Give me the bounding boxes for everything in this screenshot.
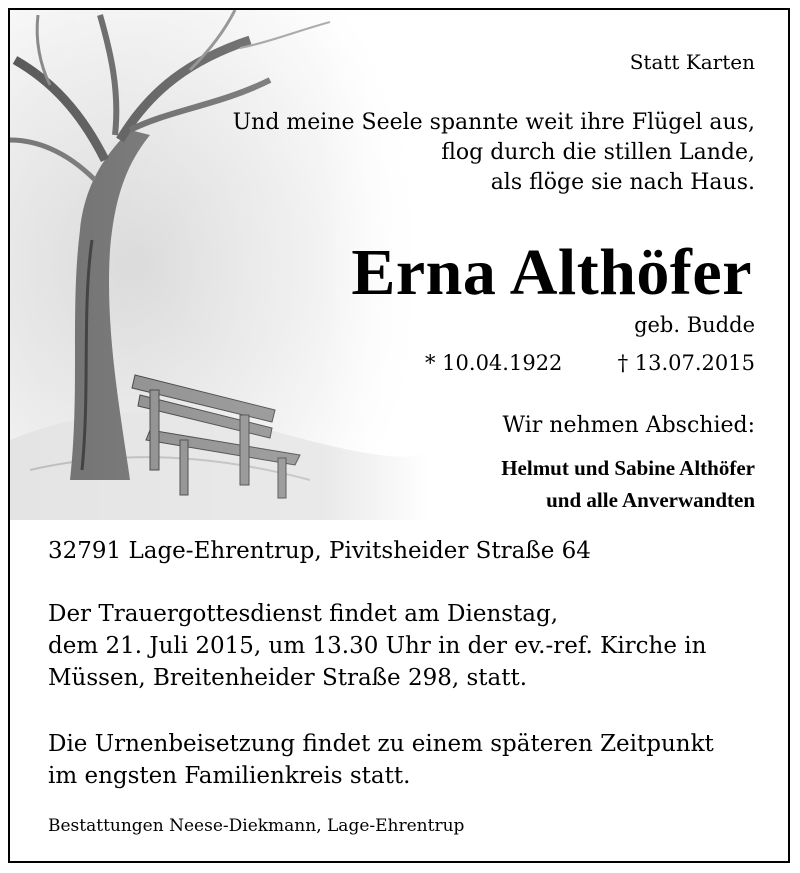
death-date: † 13.07.2015 xyxy=(617,351,755,375)
poem-line: als flöge sie nach Haus. xyxy=(490,170,755,195)
urn-line: im engsten Familienkreis statt. xyxy=(48,763,411,789)
mourner-line: Helmut und Sabine Althöfer xyxy=(501,456,755,480)
funeral-home: Bestattungen Neese-Diekmann, Lage-Ehrentrup xyxy=(48,816,465,836)
poem-line: Und meine Seele spannte weit ihre Flügel aus, xyxy=(232,110,755,135)
service-line: Der Trauergottesdienst findet am Dienstag, xyxy=(48,601,559,627)
poem-line: flog durch die stillen Lande, xyxy=(441,140,755,165)
poem xyxy=(233,108,755,198)
address: 32791 Lage-Ehrentrup, Pivitsheider Straße 64 xyxy=(48,538,591,564)
maiden-name: geb. Budde xyxy=(634,313,755,337)
mourner-line: und alle Anverwandten xyxy=(546,488,755,512)
service-line: Müssen, Breitenheider Straße 298, statt. xyxy=(48,665,528,691)
birth-date: * 10.04.1922 xyxy=(425,351,563,375)
urn-line: Die Urnenbeisetzung findet zu einem späteren Zeitpunkt xyxy=(48,731,714,757)
mourners-list xyxy=(501,452,755,516)
service-line: dem 21. Juli 2015, um 13.30 Uhr in der ev.-ref. Kirche in xyxy=(48,633,707,659)
deceased-name: Erna Althöfer xyxy=(351,236,752,309)
farewell-intro: Wir nehmen Abschied: xyxy=(502,413,755,438)
service-info xyxy=(48,598,706,694)
statt-karten-label: Statt Karten xyxy=(629,50,755,74)
urn-info xyxy=(48,728,714,792)
